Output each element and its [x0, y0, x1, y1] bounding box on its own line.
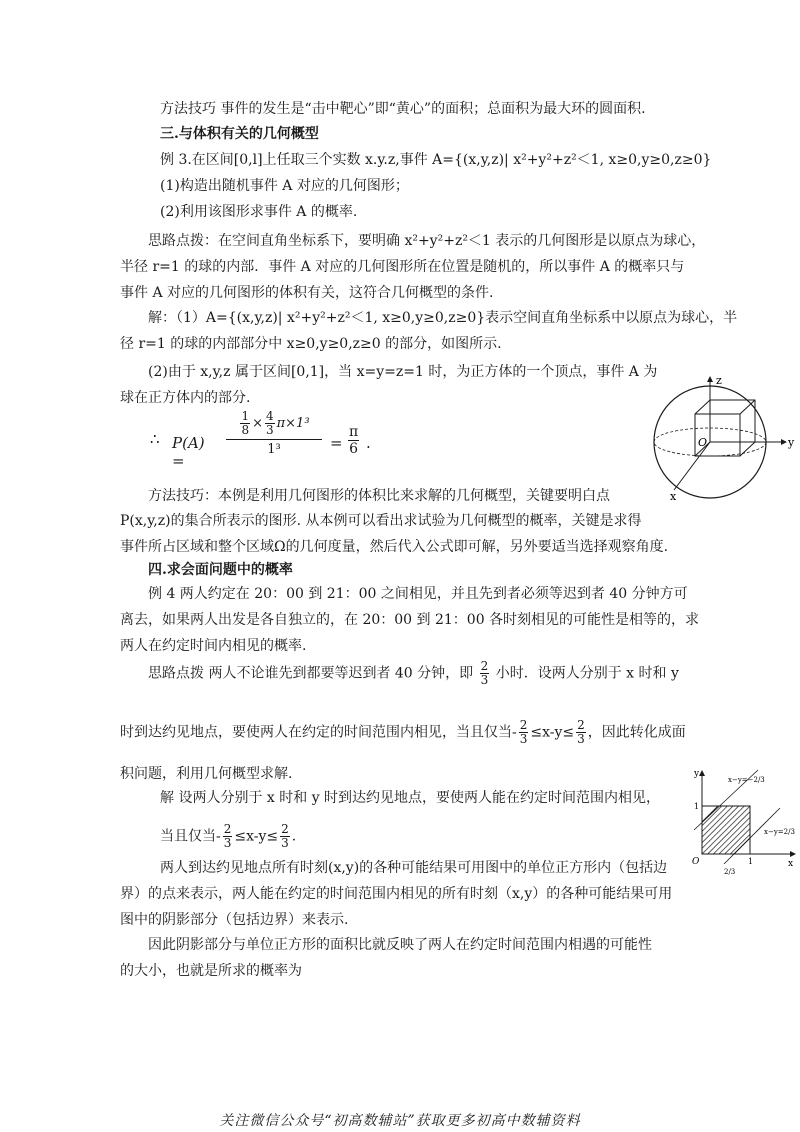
example-3-statement: 例 3.在区间[0,l]上任取三个实数 x.y.z,事件 A={(x,y,z)| x²+y²+z²＜1, x≥0,y≥0,z≥0} [160, 152, 712, 168]
frac-2-3-num-b: 2 [519, 718, 528, 732]
four-thirds-den: 3 [265, 423, 274, 437]
sphere-cube-figure [650, 372, 800, 502]
one-eighth-den: 8 [241, 423, 250, 437]
frac-2-3-den-e: 3 [281, 836, 289, 850]
thinking-line-3: 事件 A 对应的几何图形的体积有关，这符合几何概型的条件. [120, 285, 494, 301]
frac-2-3-num-e: 2 [281, 822, 289, 836]
section-heading-meeting: 四.求会面问题中的概率 [148, 562, 293, 578]
frac-2-3-num-c: 2 [577, 718, 585, 732]
hint-line-2-b: ≤x-y≤ [530, 724, 575, 741]
thinking-line-1: 思路点拨：在空间直角坐标系下，要明确 x²+y²+z²＜1 表示的几何图形是以原点为球心， [148, 233, 706, 249]
unit-square-figure [680, 768, 798, 878]
frac-2-3-den-c: 3 [577, 732, 585, 746]
therefore-symbol: ∴ [150, 430, 160, 448]
hint-line-1-a: 思路点拨 两人不论谁先到都要等迟到者 40 分钟，即 [148, 665, 474, 682]
hint-line-1 [148, 660, 679, 687]
reasoning-line-4: 因此阴影部分与单位正方形的面积比就反映了两人在约定时间范围内相遇的可能性 [148, 937, 652, 953]
four-thirds-num: 4 [265, 409, 274, 423]
example-4-line-3: 两人在约定时间内相见的概率. [120, 638, 307, 654]
label-y: y [788, 436, 795, 449]
question-2: (2)利用该图形求事件 A 的概率. [160, 204, 358, 220]
solution-line-1: 解：（1）A={(x,y,z)| x²+y²+z²＜1, x≥0,y≥0,z≥0}表示空间直角坐标系中以原点为球心，半 [148, 310, 738, 326]
equals-sign: = [330, 434, 343, 452]
label-z: z [716, 374, 722, 387]
frac-2-3-num-a: 2 [480, 659, 489, 673]
sq-label-o: O [692, 857, 700, 867]
solution-line-2: 径 r=1 的球的内部部分中 x≥0,y≥0,z≥0 的部分，如图所示. [120, 336, 502, 352]
label-x: x [670, 490, 677, 502]
sq-line-lower: x−y=2/3 [764, 828, 795, 836]
section-heading-volume: 三.与体积有关的几何概型 [160, 126, 319, 142]
pi-over-six-den: 6 [349, 441, 359, 457]
answer-line-2 [160, 823, 296, 850]
one-eighth-num: 1 [241, 409, 250, 423]
formula-lhs: P(A) = [172, 434, 205, 470]
hint-line-2-a: 时到达约见地点，要使两人在约定的时间范围内相见，当且仅当- [120, 724, 517, 741]
label-o: O [698, 436, 708, 449]
sq-tick-23: 2/3 [724, 868, 736, 876]
sq-line-upper: x−y=−2/3 [728, 776, 765, 784]
formula-period: . [366, 434, 371, 452]
sq-label-1y: 1 [694, 802, 700, 811]
example-4-line-2: 离去，如果两人出发是各自独立的，在 20：00 到 21：00 各时刻相见的可能性是相等的，求 [120, 612, 700, 628]
solution-line-3: (2)由于 x,y,z 属于区间[0,1]，当 x=y=z=1 时，为正方体的一个顶点，事件 A 为 [148, 364, 658, 380]
pi-part: π×1³ [276, 416, 310, 431]
reasoning-line-2: 界）的点来表示，两人能在约定的时间范围内相见的所有时刻（x,y）的各种可能结果可用 [120, 886, 673, 902]
frac-2-3-num-d: 2 [223, 822, 232, 836]
x-axis [674, 442, 710, 490]
question-1: (1)构造出随机事件 A 对应的几何图形； [160, 178, 409, 194]
paragraph-method-tip: 方法技巧 事件的发生是“击中靶心”即“黄心”的面积；总面积为最大环的圆面积. [160, 101, 646, 117]
sq-label-1x: 1 [748, 857, 754, 866]
sq-label-y: y [694, 769, 700, 779]
frac-2-3-den-d: 3 [223, 836, 232, 850]
answer-line-2-b: ≤x-y≤ [234, 828, 279, 845]
example-4-line-1: 例 4 两人约定在 20：00 到 21：00 之间相见，并且先到者必须等迟到者 40 分钟方可 [148, 586, 688, 602]
pi-over-six-num: π [349, 424, 359, 440]
answer-line-2-c: . [291, 828, 297, 845]
big-fraction-den: 1³ [226, 439, 322, 457]
answer-line-1: 解 设两人分别于 x 时和 y 时到达约见地点，要使两人能在约定时间范围内相见， [160, 790, 661, 806]
reasoning-line-3: 图中的阴影部分（包括边界）来表示. [120, 912, 349, 928]
hint-line-2 [120, 719, 686, 746]
hint-line-1-b: 小时．设两人分别于 x 时和 y [495, 665, 679, 682]
reasoning-line-5: 的大小，也就是所求的概率为 [120, 963, 302, 979]
frac-2-3-den-b: 3 [519, 732, 528, 746]
thinking-line-2: 半径 r=1 的球的内部．事件 A 对应的几何图形所在位置是随机的，所以事件 A 的概率只与 [120, 259, 685, 275]
sq-label-x: x [788, 859, 794, 869]
solution-line-4: 球在正方体内的部分. [120, 390, 251, 406]
hint-line-2-c: ，因此转化成面 [587, 724, 686, 741]
frac-2-3-den-a: 3 [480, 673, 489, 687]
page-footer: 关注微信公众号“初高数辅站”获取更多初高中数辅资料 [219, 1113, 581, 1129]
answer-line-2-a: 当且仅当- [160, 828, 221, 845]
hint-line-3: 积问题，利用几何概型求解. [120, 766, 293, 782]
big-fraction [226, 410, 322, 457]
times-sign: × [252, 416, 263, 431]
method-line-1: 方法技巧：本例是利用几何图形的体积比来求解的几何概型，关键要明白点 [148, 488, 610, 504]
reasoning-line-1: 两人到达约见地点所有时刻(x,y)的各种可能结果可用图中的单位正方形内（包括边 [160, 860, 668, 876]
method-line-3: 事件所占区域和整个区域Ω的几何度量，然后代入公式即可解，另外要适当选择观察角度. [120, 539, 669, 555]
method-line-2: P(x,y,z)的集合所表示的图形. 从本例可以看出求试验为几何概型的概率，关键是求得 [120, 513, 642, 529]
